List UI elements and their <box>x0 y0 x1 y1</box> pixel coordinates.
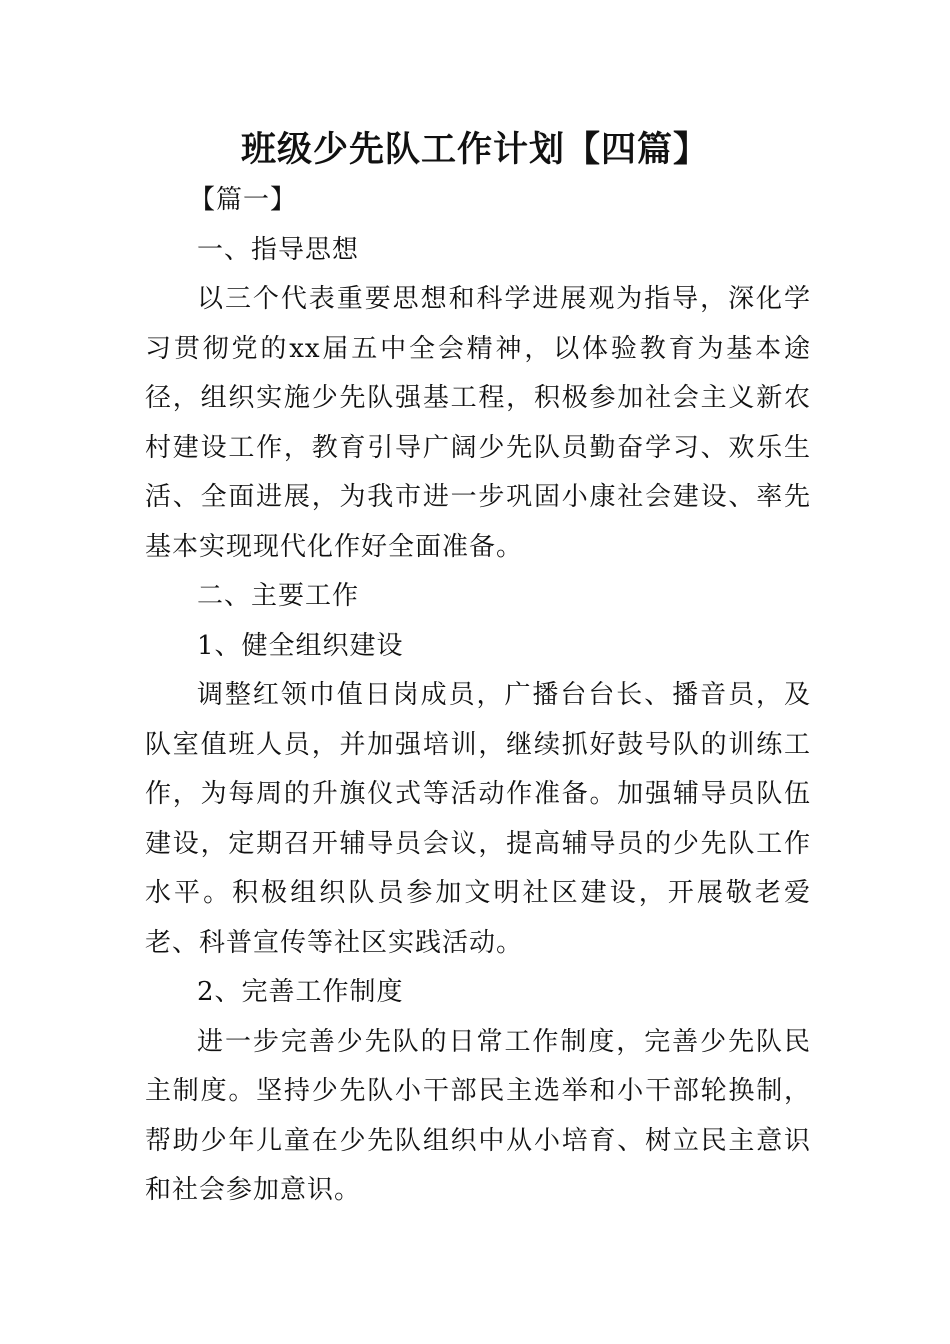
paragraph-work-system: 进一步完善少先队的日常工作制度，完善少先队民主制度。坚持少先队小干部民主选举和小干部轮换制，帮助少年儿童在少先队组织中从小培育、树立民主意识和社会参加意识。 <box>145 1026 811 1205</box>
part-label: 【篇一】 <box>189 185 298 215</box>
paragraph-organization: 调整红领巾值日岗成员，广播台台长、播音员，及队室值班人员，并加强培训，继续抓好鼓号队的训练工作，为每周的升旗仪式等活动作准备。加强辅导员队伍建设，定期召开辅导员会议，提高辅导员的少先队工作水平。积极组织队员参加文明社区建设，开展敬老爱老、科普宣传等社区实践活动。 <box>145 680 811 958</box>
document-title: 班级少先队工作计划【四篇】 <box>240 130 709 170</box>
item-heading-work-system: 2、完善工作制度 <box>197 977 404 1007</box>
section-heading-guiding-thought: 一、指导思想 <box>197 234 360 265</box>
item-heading-organization: 1、健全组织建设 <box>197 630 404 661</box>
paragraph-guiding-thought: 以三个代表重要思想和科学进展观为指导，深化学习贯彻党的xx届五中全会精神，以体验教育为基本途径，组织实施少先队强基工程，积极参加社会主义新农村建设工作，教育引导广阔少先队员勤奋学习、欢乐生活、全面进展，为我市进一步巩固小康社会建设、率先基本实现现代化作好全面准备。 <box>145 284 811 562</box>
section-heading-main-work: 二、主要工作 <box>197 581 360 611</box>
document-body <box>145 176 811 1216</box>
